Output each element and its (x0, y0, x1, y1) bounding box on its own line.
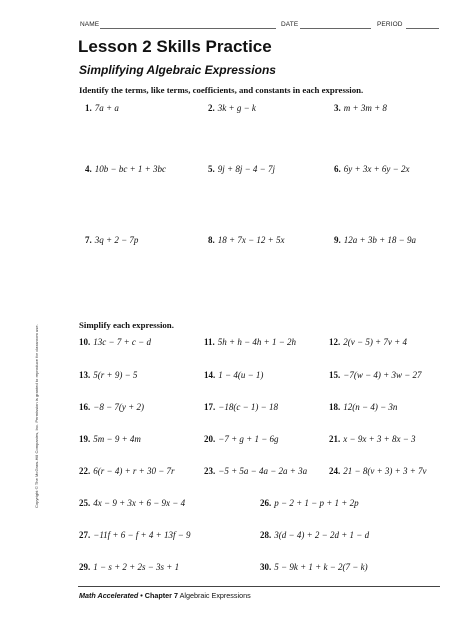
problem-number: 5. (208, 164, 215, 174)
problem-number: 15. (329, 370, 341, 380)
problem-expression: 3q + 2 − 7p (94, 235, 139, 245)
section2-instruction: Simplify each expression. (79, 320, 174, 330)
copyright-sidebar: Copyright © The McGraw-Hill Companies, Inc. Permission is granted to reproduce for classroom use. (34, 324, 39, 508)
problem (208, 164, 275, 174)
problem (204, 466, 307, 476)
period-field-line[interactable] (406, 28, 439, 29)
problem-expression: 7a + a (94, 103, 119, 113)
problem-number: 19. (79, 434, 91, 444)
name-field-line[interactable] (100, 28, 276, 29)
problem-expression: −8 − 7(y + 2) (93, 402, 144, 412)
page-title: Lesson 2 Skills Practice (78, 37, 272, 56)
problem-number: 20. (204, 434, 216, 444)
problem-expression: 3(d − 4) + 2 − 2d + 1 − d (274, 530, 370, 540)
footer-rule (78, 586, 440, 587)
problem-number: 30. (260, 562, 272, 572)
problem (329, 337, 407, 347)
problem (260, 562, 368, 572)
problem (85, 164, 166, 174)
date-field-line[interactable] (300, 28, 371, 29)
problem-number: 6. (334, 164, 341, 174)
problem-number: 2. (208, 103, 215, 113)
problem-expression: −5 + 5a − 4a − 2a + 3a (218, 466, 308, 476)
period-label: PERIOD (377, 21, 403, 28)
problem (329, 434, 416, 444)
footer-chapter: Chapter 7 (144, 591, 178, 600)
problem-expression: 10b − bc + 1 + 3bc (94, 164, 166, 174)
problem-expression: 5h + h − 4h + 1 − 2h (217, 337, 297, 347)
problem-expression: 5m − 9 + 4m (93, 434, 141, 444)
problem-expression: −18(c − 1) − 18 (218, 402, 278, 412)
problem-number: 27. (79, 530, 91, 540)
problem (204, 337, 296, 347)
problem-expression: 12a + 3b + 18 − 9a (343, 235, 416, 245)
problem (334, 103, 387, 113)
problem-number: 12. (329, 337, 341, 347)
problem (260, 530, 369, 540)
problem (208, 103, 256, 113)
page-subtitle: Simplifying Algebraic Expressions (79, 63, 276, 77)
problem (329, 466, 427, 476)
problem-number: 14. (204, 370, 216, 380)
problem-number: 8. (208, 235, 215, 245)
section1-instruction: Identify the terms, like terms, coefficients, and constants in each expression. (79, 85, 364, 95)
name-label: NAME (80, 21, 100, 28)
problem-expression: −11f + 6 − f + 4 + 13f − 9 (93, 530, 191, 540)
problem (208, 235, 284, 245)
problem-expression: 12(n − 4) − 3n (343, 402, 398, 412)
problem-expression: 9j + 8j − 4 − 7j (217, 164, 275, 174)
problem-expression: m + 3m + 8 (343, 103, 387, 113)
problem-expression: 5(r + 9) − 5 (93, 370, 138, 380)
problem-number: 13. (79, 370, 91, 380)
problem-number: 21. (329, 434, 341, 444)
problem-number: 17. (204, 402, 216, 412)
problem (329, 402, 397, 412)
problem-expression: 1 − s + 2 + 2s − 3s + 1 (93, 562, 180, 572)
problem-number: 22. (79, 466, 91, 476)
problem (79, 466, 175, 476)
problem-number: 3. (334, 103, 341, 113)
problem (79, 370, 137, 380)
footer (79, 591, 251, 600)
problem-number: 9. (334, 235, 341, 245)
problem-number: 23. (204, 466, 216, 476)
date-label: DATE (281, 21, 299, 28)
problem-expression: 3k + g − k (217, 103, 256, 113)
problem-number: 29. (79, 562, 91, 572)
problem-expression: −7 + g + 1 − 6g (218, 434, 279, 444)
problem-number: 24. (329, 466, 341, 476)
problem-expression: 18 + 7x − 12 + 5x (217, 235, 285, 245)
problem-expression: 5 − 9k + 1 + k − 2(7 − k) (274, 562, 368, 572)
problem-number: 10. (79, 337, 91, 347)
problem-number: 7. (85, 235, 92, 245)
problem (204, 370, 263, 380)
problem (334, 235, 416, 245)
problem-expression: 4x − 9 + 3x + 6 − 9x − 4 (93, 498, 186, 508)
problem-expression: 13c − 7 + c − d (93, 337, 151, 347)
footer-book: Math Accelerated (79, 591, 139, 600)
problem-expression: 2(v − 5) + 7v + 4 (343, 337, 407, 347)
problem-number: 16. (79, 402, 91, 412)
problem-expression: 6y + 3x + 6y − 2x (343, 164, 410, 174)
problem-number: 4. (85, 164, 92, 174)
problem (79, 434, 141, 444)
problem (329, 370, 422, 380)
problem (79, 337, 151, 347)
problem-expression: x − 9x + 3 + 8x − 3 (343, 434, 416, 444)
problem-number: 28. (260, 530, 272, 540)
problem (204, 434, 279, 444)
problem-number: 26. (260, 498, 272, 508)
problem-expression: 6(r − 4) + r + 30 − 7r (93, 466, 175, 476)
problem (260, 498, 359, 508)
problem (334, 164, 409, 174)
problem-number: 25. (79, 498, 91, 508)
problem (85, 235, 138, 245)
problem (85, 103, 119, 113)
footer-topic: Algebraic Expressions (179, 591, 251, 600)
problem (79, 562, 179, 572)
problem (79, 402, 144, 412)
footer-bullet: • (140, 591, 143, 600)
problem-expression: 1 − 4(u − 1) (218, 370, 264, 380)
problem (79, 530, 191, 540)
problem-expression: p − 2 + 1 − p + 1 + 2p (274, 498, 359, 508)
problem-expression: −7(w − 4) + 3w − 27 (343, 370, 422, 380)
problem-number: 1. (85, 103, 92, 113)
problem-number: 11. (204, 337, 215, 347)
problem (79, 498, 185, 508)
problem-expression: 21 − 8(v + 3) + 3 + 7v (343, 466, 427, 476)
problem (204, 402, 278, 412)
problem-number: 18. (329, 402, 341, 412)
